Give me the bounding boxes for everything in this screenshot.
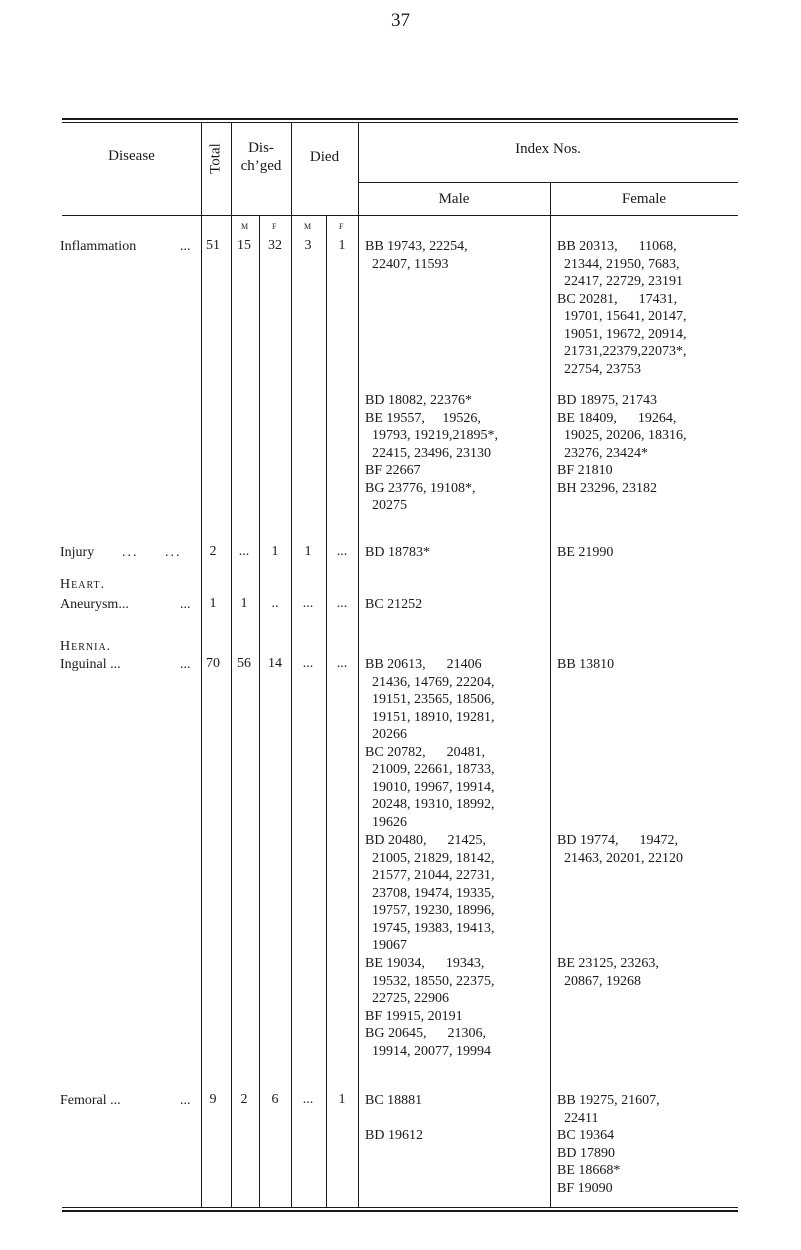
died-m-inguinal: ...: [302, 656, 314, 671]
died-m-inflammation: 3: [304, 238, 312, 253]
male-index-inflammation-b: BD 18082, 22376* BE 19557, 19526, 19793, 19219,21895*, 22415, 23496, 23130 BF 22667 BG 23776, 19108*, 20275: [365, 393, 498, 513]
disease-femoral: Femoral ...: [60, 1093, 121, 1108]
header-disease: Disease: [108, 148, 155, 164]
group-heart: Heart.: [60, 577, 106, 592]
col-divider-died: [358, 122, 359, 1208]
col-divider-total: [231, 122, 232, 1208]
female-index-injury: BE 21990: [557, 545, 614, 560]
page-number: 37: [391, 10, 410, 31]
header-total: Total: [207, 143, 224, 174]
sub-header-died-m: M: [304, 222, 312, 231]
died-f-inflammation: 1: [338, 238, 346, 253]
header-bottom-rule: [62, 215, 738, 216]
leader-dots-aneurysm: ...: [180, 597, 191, 612]
dis-f-aneurysm: ..: [271, 596, 279, 611]
died-f-inguinal: ...: [336, 656, 348, 671]
died-m-femoral: ...: [302, 1092, 314, 1107]
sub-header-died-f: F: [339, 222, 344, 231]
disease-aneurysm: Aneurysm...: [60, 597, 129, 612]
leader-dots-injury-2: ...: [165, 545, 182, 560]
sub-header-dis-m: M: [241, 222, 249, 231]
dis-f-injury: 1: [271, 544, 279, 559]
index-subheader-rule: [358, 182, 738, 183]
dis-f-inflammation: 32: [268, 238, 282, 253]
leader-dots-inflammation: ...: [180, 239, 191, 254]
total-aneurysm: 1: [209, 596, 217, 611]
male-index-aneurysm: BC 21252: [365, 597, 423, 612]
male-index-inguinal-b: BD 20480, 21425, 21005, 21829, 18142, 21577, 21044, 22731, 23708, 19474, 19335, 19757, 19230, 18996, 19745, 19383, 19413, 19067: [365, 833, 495, 953]
header-discharged-1: Dis-: [248, 140, 274, 156]
sub-header-dis-f: F: [272, 222, 277, 231]
died-f-injury: ...: [336, 544, 348, 559]
group-hernia: Hernia.: [60, 639, 112, 654]
dis-f-inguinal: 14: [268, 656, 282, 671]
died-m-aneurysm: ...: [302, 596, 314, 611]
dis-m-injury: ...: [238, 544, 250, 559]
disease-injury: Injury: [60, 545, 95, 560]
male-index-inguinal-c: BE 19034, 19343, 19532, 18550, 22375, 22725, 22906 BF 19915, 20191 BG 20645, 21306, 19914, 20077, 19994: [365, 956, 495, 1059]
died-f-aneurysm: ...: [336, 596, 348, 611]
top-rule-thin: [62, 122, 738, 123]
total-injury: 2: [209, 544, 217, 559]
total-inflammation: 51: [206, 238, 220, 253]
male-index-injury: BD 18783*: [365, 545, 430, 560]
female-index-inguinal-a: BB 13810: [557, 657, 615, 672]
header-male: Male: [438, 191, 470, 207]
male-index-inguinal-a: BB 20613, 21406 21436, 14769, 22204, 19151, 23565, 18506, 19151, 18910, 19281, 20266 BC 20782, 20481, 21009, 22661, 18733, 19010, 19967, 19914, 20248, 19310, 18992, 19626: [365, 657, 495, 830]
died-f-femoral: 1: [338, 1092, 346, 1107]
died-m-injury: 1: [304, 544, 312, 559]
dis-m-inflammation: 15: [237, 238, 251, 253]
dis-m-aneurysm: 1: [240, 596, 248, 611]
male-index-femoral-b: BD 19612: [365, 1128, 423, 1143]
header-died: Died: [309, 149, 340, 165]
dis-m-femoral: 2: [240, 1092, 248, 1107]
col-divider-died-mf: [326, 215, 327, 1208]
header-index-nos: Index Nos.: [515, 141, 581, 157]
total-femoral: 9: [209, 1092, 217, 1107]
female-index-inguinal-c: BE 23125, 23263, 20867, 19268: [557, 956, 659, 989]
female-index-inflammation-b: BD 18975, 21743 BE 18409, 19264, 19025, 20206, 18316, 23276, 23424* BF 21810 BH 23296, 23182: [557, 393, 687, 496]
disease-inguinal: Inguinal ...: [60, 657, 121, 672]
col-divider-male-female: [550, 182, 551, 1208]
female-index-inguinal-b: BD 19774, 19472, 21463, 20201, 22120: [557, 833, 683, 866]
leader-dots-inguinal: ...: [180, 657, 191, 672]
male-index-femoral-a: BC 18881: [365, 1093, 423, 1108]
dis-m-inguinal: 56: [237, 656, 251, 671]
disease-inflammation: Inflammation: [60, 239, 137, 254]
female-index-inflammation-a: BB 20313, 11068, 21344, 21950, 7683, 22417, 22729, 23191 BC 20281, 17431, 19701, 15641, 20147, 19051, 19672, 20914, 21731,22379,22073*, 22754, 23753: [557, 239, 687, 377]
col-divider-discharged: [291, 122, 292, 1208]
dis-f-femoral: 6: [271, 1092, 279, 1107]
col-divider-dis-mf: [259, 215, 260, 1208]
top-rule: [62, 118, 738, 120]
header-discharged-2: ch’ged: [240, 158, 282, 174]
total-inguinal: 70: [206, 656, 220, 671]
male-index-inflammation-a: BB 19743, 22254, 22407, 11593: [365, 239, 468, 272]
bottom-rule-thick: [62, 1210, 738, 1212]
leader-dots-femoral: ...: [180, 1093, 191, 1108]
leader-dots-injury: ...: [122, 545, 139, 560]
header-female: Female: [621, 191, 667, 207]
bottom-rule: [62, 1207, 738, 1208]
female-index-femoral: BB 19275, 21607, 22411 BC 19364 BD 17890 BE 18668* BF 19090: [557, 1093, 660, 1196]
